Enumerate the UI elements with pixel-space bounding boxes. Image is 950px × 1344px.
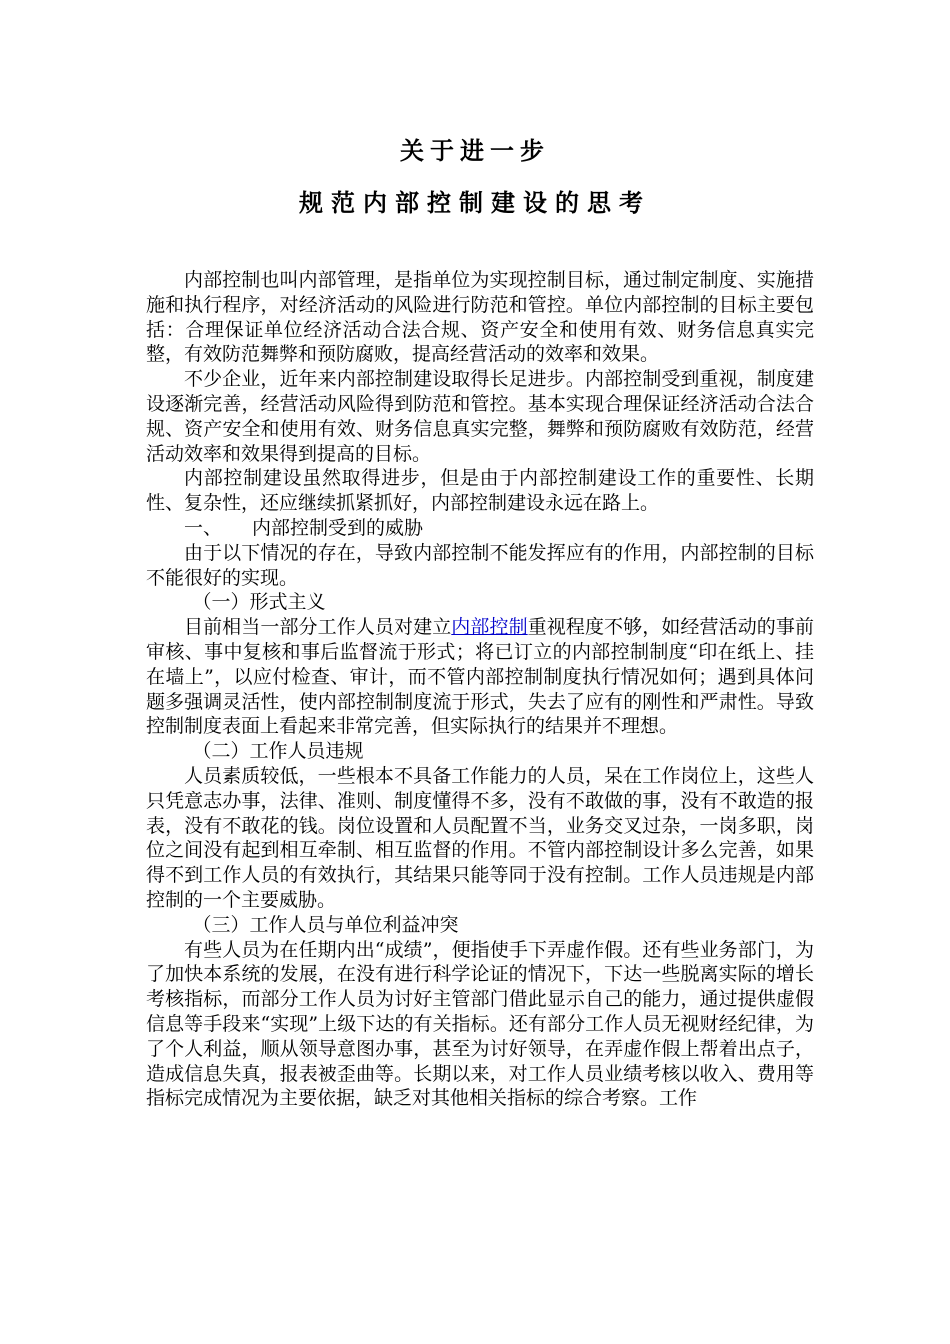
section-heading-1 bbox=[146, 516, 814, 541]
subheading-formalism: （一）形式主义 bbox=[192, 591, 326, 614]
subheading-conflict: （三）工作人员与单位利益冲突 bbox=[192, 913, 459, 936]
document-body bbox=[146, 268, 814, 1111]
document-title-line2: 规范内部控制建设的思考 bbox=[299, 189, 651, 217]
paragraph-conflict: 有些人员为在任期内出“成绩”，便指使手下弄虚作假。还有些业务部门，为了加快本系统的发展，在没有进行科学论证的情况下，下达一些脱离实际的增长考核指标，而部分工作人员为讨好主管部门借此显示自己的能力，通过提供虚假信息等手段来“实现”上级下达的有关指标。还有部分工作人员无视财经纪律，为了个人利益，顺从领导意图办事，甚至为讨好领导，在弄虚作假上帮着出点子，造成信息失真，报表被歪曲等。长期以来，对工作人员业绩考核以收入、费用等指标完成情况为主要依据，缺乏对其他相关指标的综合考察。工作 bbox=[146, 938, 814, 1110]
paragraph-violations: 人员素质较低，一些根本不具备工作能力的人员，呆在工作岗位上，这些人只凭意志办事，法律、准则、制度懂得不多，没有不敢做的事，没有不敢造的报表，没有不敢花的钱。岗位设置和人员配置不当，业务交叉过杂，一岗多职，岗位之间没有起到相互牵制、相互监督的作用。不管内部控制设计多么完善，如果得不到工作人员的有效执行，其结果只能等同于没有控制。工作人员违规是内部控制的一个主要威胁。 bbox=[146, 764, 814, 911]
paragraph-progress: 不少企业，近年来内部控制建设取得长足进步。内部控制受到重视，制度建设逐渐完善，经营活动风险得到防范和管控。基本实现合理保证经济活动合法合规、资产安全和使用有效、财务信息真实完整，舞弊和预防腐败有效防范，经营活动效率和效果得到提高的目标。 bbox=[146, 368, 814, 465]
subheading-violations: （二）工作人员违规 bbox=[192, 740, 364, 763]
paragraph-intro: 内部控制也叫内部管理，是指单位为实现控制目标，通过制定制度、实施措施和执行程序，对经济活动的风险进行防范和管控。单位内部控制的目标主要包括：合理保证单位经济活动合法合规、资产安全和使用有效、财务信息真实完整，有效防范舞弊和预防腐败，提高经营活动的效率和效果。 bbox=[146, 269, 814, 366]
paragraph-formalism-text-b: 重视程度不够，如经营活动的事前审核、事中复核和事后监督流于形式；将已订立的内部控制制度“印在纸上、挂在墙上”，以应付检查、审计，而不管内部控制制度执行情况如何；遇到具体问题多强调灵活性，使内部控制制度流于形式，失去了应有的刚性和严肃性。导致控制制度表面上看起来非常完善，但实际执行的结果并不理想。 bbox=[146, 616, 814, 738]
section-heading-text: 内部控制受到的威胁 bbox=[252, 516, 424, 539]
paragraph-threats-intro: 由于以下情况的存在，导致内部控制不能发挥应有的作用，内部控制的目标不能很好的实现。 bbox=[146, 541, 814, 589]
paragraph-formalism-text-a: 目前相当一部分工作人员对建立 bbox=[184, 616, 452, 639]
paragraph-formalism bbox=[146, 615, 814, 739]
internal-control-link[interactable]: 内部控制 bbox=[451, 616, 528, 639]
paragraph-ongoing: 内部控制建设虽然取得进步，但是由于内部控制建设工作的重要性、长期性、复杂性，还应继续抓紧抓好，内部控制建设永远在路上。 bbox=[146, 467, 814, 515]
section-heading-number: 一、 bbox=[184, 516, 223, 539]
document-title-line1: 关于进一步 bbox=[400, 137, 550, 165]
